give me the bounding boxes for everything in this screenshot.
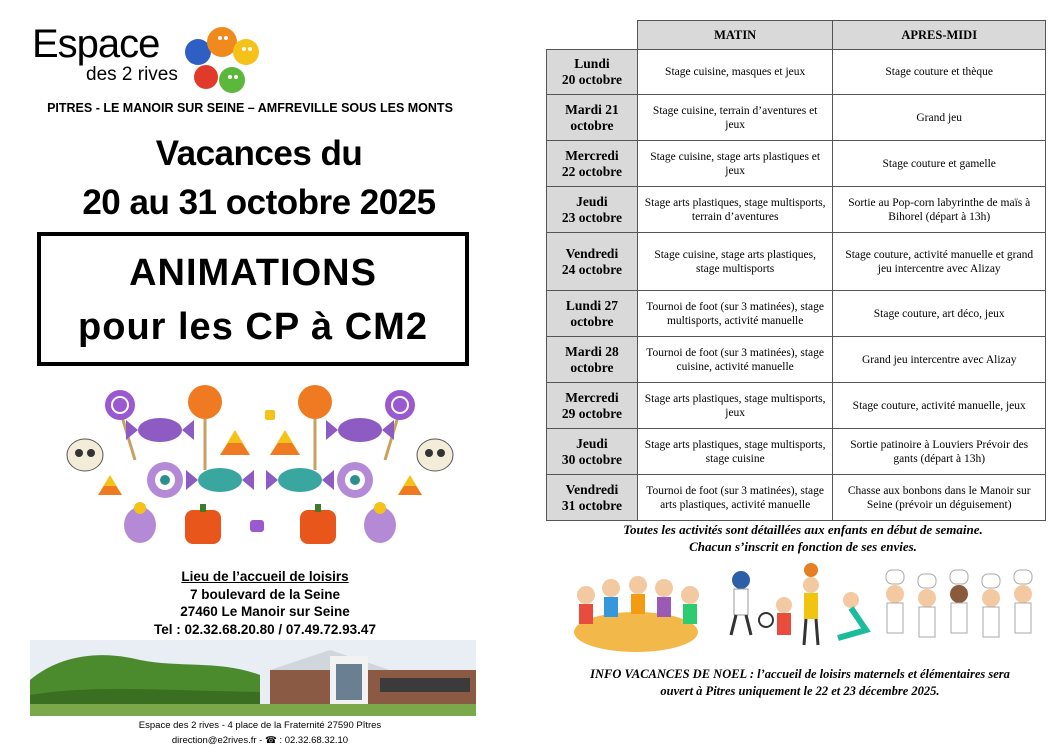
table-row: [547, 337, 1046, 383]
day-name: Mardi 21: [565, 101, 619, 117]
table-row: [547, 141, 1046, 187]
morning-cell: Tournoi de foot (sur 3 matinées), stage arts plastiques, activité manuelle: [637, 475, 833, 521]
day-cell: [547, 429, 638, 475]
afternoon-cell: Chasse aux bonbons dans le Manoir sur Seine (prévoir un déguisement): [833, 475, 1046, 521]
table-row: [547, 95, 1046, 141]
day-name: Jeudi: [576, 435, 608, 451]
morning-cell: Stage arts plastiques, stage multisports, jeux: [637, 383, 833, 429]
logo-word: Espace: [32, 22, 160, 66]
day-cell: [547, 383, 638, 429]
table-row: [547, 475, 1046, 521]
day-cell: [547, 187, 638, 233]
day-name: Vendredi: [565, 245, 619, 261]
day-name: Mercredi: [565, 389, 619, 405]
day-date: 23 octobre: [561, 209, 622, 225]
afternoon-cell: Stage couture, art déco, jeux: [833, 291, 1046, 337]
day-date: 20 octobre: [561, 72, 622, 87]
day-name: Lundi: [574, 56, 610, 71]
morning-cell: Stage cuisine, masques et jeux: [637, 50, 833, 95]
note-line-2: Chacun s’inscrit en fonction de ses envies.: [689, 539, 917, 554]
table-row: [547, 291, 1046, 337]
building-photo: [30, 640, 476, 716]
day-date: 31 octobre: [561, 497, 622, 513]
table-row: [547, 429, 1046, 475]
day-cell: [547, 95, 638, 141]
logo-characters-icon: [184, 22, 264, 102]
day-cell: [547, 475, 638, 521]
day-cell: [547, 141, 638, 187]
header-afternoon: APRES-MIDI: [833, 21, 1046, 50]
morning-cell: Stage cuisine, terrain d’aventures et jeux: [637, 95, 833, 141]
location-address-2: 27460 Le Manoir sur Seine: [180, 604, 350, 619]
info-line-2: ouvert à Pitres uniquement le 22 et 23 décembre 2025.: [660, 684, 940, 698]
day-date: octobre: [570, 117, 614, 133]
day-date: octobre: [570, 359, 614, 375]
morning-cell: Stage arts plastiques, stage multisports, stage cuisine: [637, 429, 833, 475]
day-date: 24 octobre: [561, 261, 622, 277]
day-cell: [547, 337, 638, 383]
logo: [30, 22, 270, 102]
footer: [20, 718, 500, 748]
morning-cell: Stage cuisine, stage arts plastiques, stage multisports: [637, 233, 833, 291]
info-line-1: INFO VACANCES DE NOEL : l’accueil de loisirs maternels et élémentaires sera: [590, 667, 1010, 681]
afternoon-cell: Stage couture et thèque: [833, 50, 1046, 95]
morning-cell: Tournoi de foot (sur 3 matinées), stage multisports, activité manuelle: [637, 291, 833, 337]
day-name: Lundi 27: [565, 297, 619, 313]
footer-address: Espace des 2 rives - 4 place de la Fraternité 27590 Pîtres: [138, 720, 382, 731]
christmas-info: [550, 666, 1050, 700]
afternoon-cell: Grand jeu: [833, 95, 1046, 141]
title-line-1: Vacances du: [155, 134, 363, 173]
children-activities-illustration: [566, 560, 1046, 665]
table-row: [547, 50, 1046, 95]
afternoon-cell: Stage couture et gamelle: [833, 141, 1046, 187]
schedule-table: [546, 20, 1046, 521]
animations-subtitle: pour les CP à CM2: [78, 306, 428, 348]
schedule-header-row: [547, 21, 1046, 50]
afternoon-cell: Sortie au Pop-corn labyrinthe de maïs à Bihorel (départ à 13h): [833, 187, 1046, 233]
morning-cell: Tournoi de foot (sur 3 matinées), stage cuisine, activité manuelle: [637, 337, 833, 383]
table-row: [547, 187, 1046, 233]
activities-note: [556, 521, 1050, 555]
location-block: [130, 568, 400, 638]
table-row: [547, 383, 1046, 429]
animations-title: ANIMATIONS: [129, 252, 377, 294]
location-address-1: 7 boulevard de la Seine: [189, 586, 341, 602]
day-name: Vendredi: [565, 481, 619, 497]
animations-box: [37, 232, 469, 366]
day-cell: [547, 291, 638, 337]
day-name: Mercredi: [565, 147, 619, 163]
schedule-corner: [547, 21, 638, 50]
afternoon-cell: Sortie patinoire à Louviers Prévoir des gants (départ à 13h): [833, 429, 1046, 475]
morning-cell: Stage cuisine, stage arts plastiques et jeux: [637, 141, 833, 187]
day-date: 22 octobre: [561, 163, 622, 179]
logo-subtitle: des 2 rives: [86, 64, 178, 85]
day-cell: [547, 233, 638, 291]
towns-line: PITRES - LE MANOIR SUR SEINE – AMFREVILLE SOUS LES MONTS: [47, 101, 453, 115]
afternoon-cell: Grand jeu intercentre avec Alizay: [833, 337, 1046, 383]
left-column: [0, 0, 520, 750]
table-row: [547, 233, 1046, 291]
footer-contact: direction@e2rives.fr - ☎ : 02.32.68.32.10: [171, 735, 349, 746]
halloween-candy-illustration: [60, 380, 460, 550]
afternoon-cell: Stage couture, activité manuelle, jeux: [833, 383, 1046, 429]
note-line-1: Toutes les activités sont détaillées aux enfants en début de semaine.: [623, 522, 983, 537]
title-line-2: 20 au 31 octobre 2025: [82, 183, 436, 222]
day-date: 30 octobre: [561, 451, 622, 467]
day-name: Jeudi: [576, 193, 608, 209]
day-date: 29 octobre: [561, 405, 622, 421]
day-name: Mardi 28: [565, 343, 619, 359]
header-morning: MATIN: [637, 21, 833, 50]
morning-cell: Stage arts plastiques, stage multisports, terrain d’aventures: [637, 187, 833, 233]
day-date: octobre: [570, 313, 614, 329]
afternoon-cell: Stage couture, activité manuelle et grand jeu intercentre avec Alizay: [833, 233, 1046, 291]
day-cell: [547, 50, 638, 95]
location-heading: Lieu de l’accueil de loisirs: [181, 569, 349, 584]
location-phone: Tel : 02.32.68.20.80 / 07.49.72.93.47: [154, 621, 376, 637]
